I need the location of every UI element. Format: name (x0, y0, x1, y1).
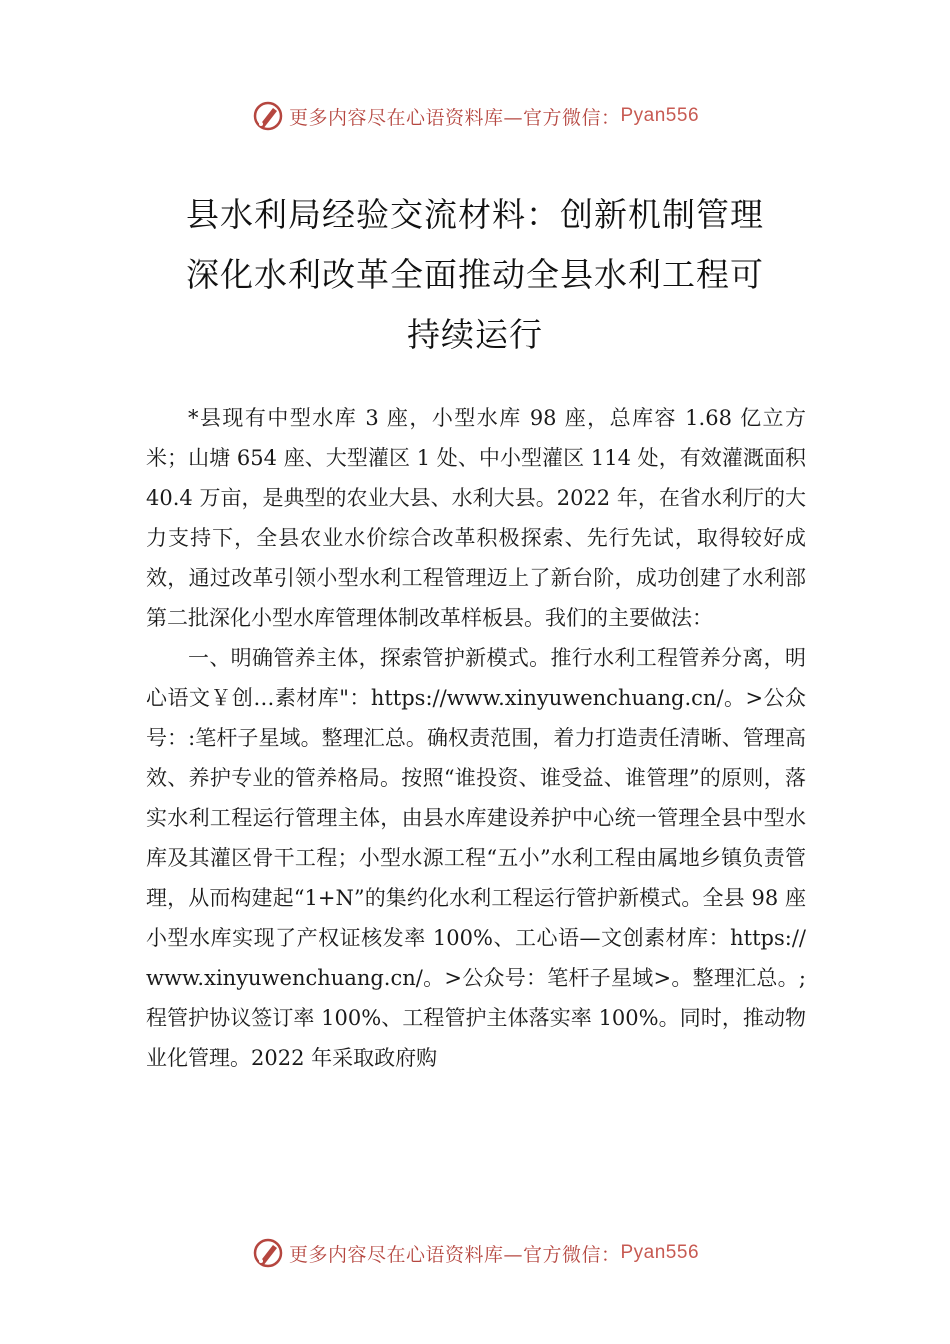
pen-nib-logo-icon (251, 1236, 285, 1270)
wechat-id: Pyan556 (620, 1242, 700, 1263)
document-body (146, 398, 806, 1078)
watermark-text: 更多内容尽在心语资料库—官方微信： (288, 1243, 621, 1266)
header-watermark (0, 96, 950, 136)
title-line-2: 深化水利改革全面推动全县水利工程可 (186, 255, 764, 294)
title-line-1: 县水利局经验交流材料：创新机制管理 (186, 195, 764, 234)
watermark-text: 更多内容尽在心语资料库—官方微信： (288, 106, 621, 129)
title-line-3: 持续运行 (407, 315, 543, 354)
footer-watermark (0, 1233, 950, 1273)
wechat-id: Pyan556 (620, 105, 700, 126)
paragraph: 一、明确管养主体，探索管护新模式。推行水利工程管养分离，明心语文￥创…素材库"：https://www.xinyuwenchuang.cn/。>公众号：:笔杆子星域。整理汇总。确权责范围，着力打造责任清晰、管理高效、养护专业的管养格局。按照“谁投资、谁受益、谁管理”的原则，落实水利工程运行管理主体，由县水库建设养护中心统一管理全县中型水库及其灌区骨干工程；小型水源工程“五小”水利工程由属地乡镇负责管理，从而构建起“1+N”的集约化水利工程运行管护新模式。全县 98 座小型水库实现了产权证核发率 100%、工心语—文创素材库：https://www.xinyuwenchuang.cn/。>公众号：笔杆子星域>。整理汇总。;程管护协议签订率 100%、工程管护主体落实率 100%。同时，推动物业化管理。2022 年采取政府购 (146, 646, 806, 1070)
document-title (150, 185, 800, 365)
pen-nib-logo-icon (251, 99, 285, 133)
paragraph: *县现有中型水库 3 座，小型水库 98 座，总库容 1.68 亿立方米；山塘 654 座、大型灌区 1 处、中小型灌区 114 处，有效灌溉面积 40.4 万亩，是典型的农业大县、水利大县。2022 年，在省水利厅的大力支持下，全县农业水价综合改革积极探索、先行先试，取得较好成效，通过改革引领小型水利工程管理迈上了新台阶，成功创建了水利部第二批深化小型水库管理体制改革样板县。我们的主要做法： (146, 406, 806, 630)
